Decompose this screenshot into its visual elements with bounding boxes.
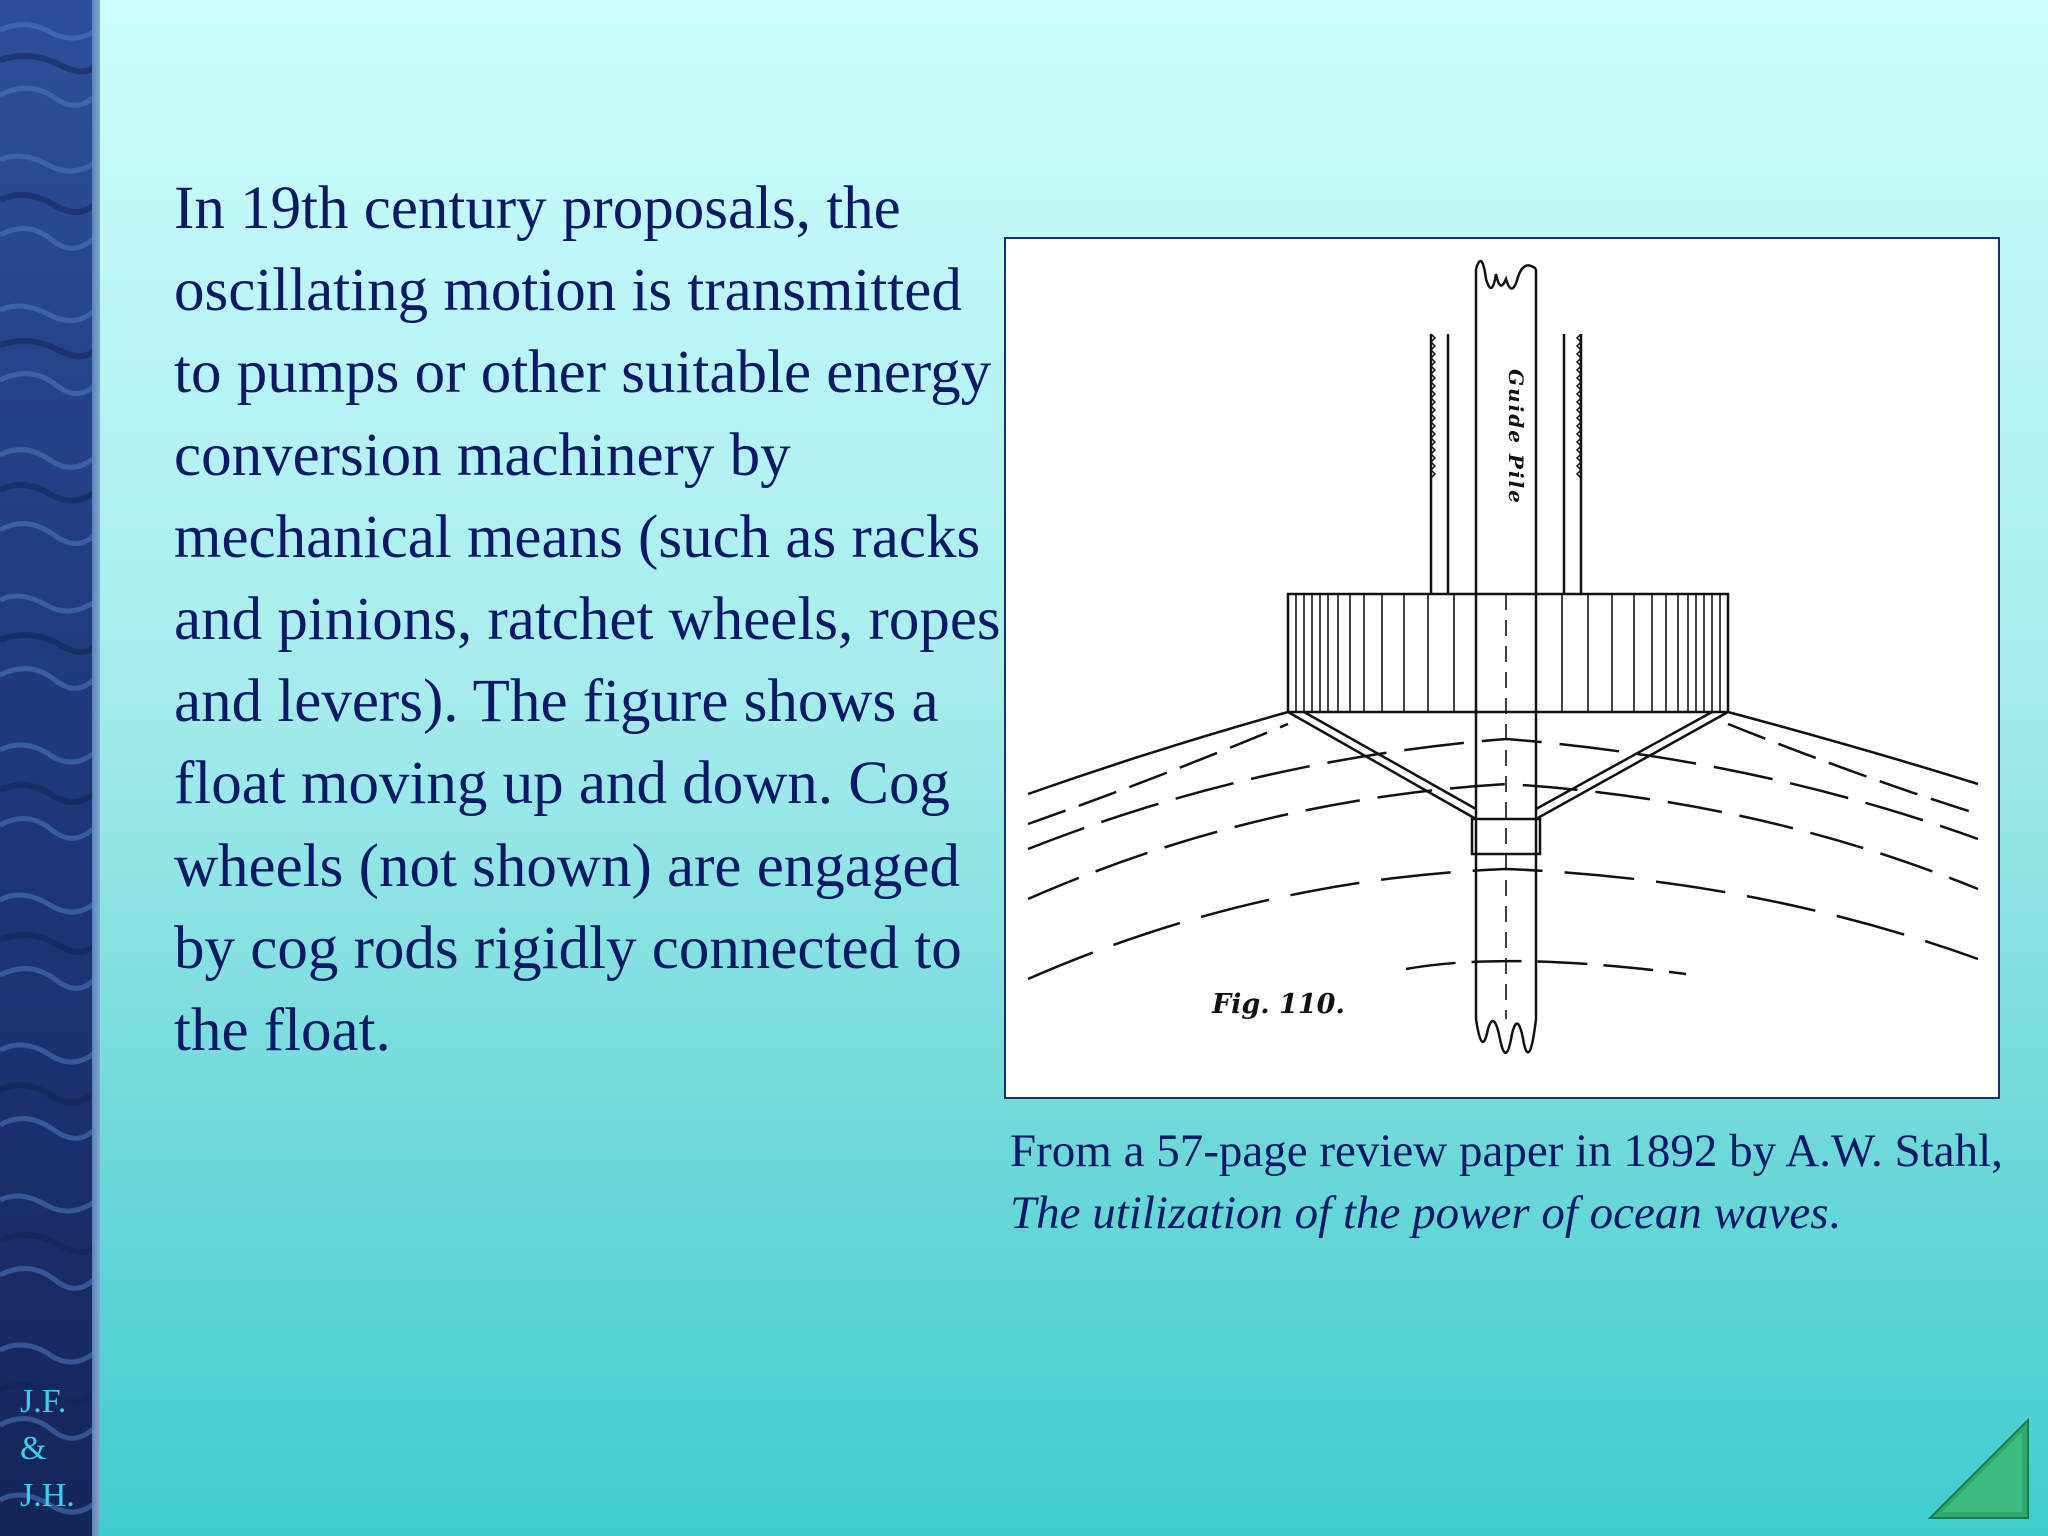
- caption-prefix: From a 57-page review paper in 1892 by A.W. Stahl,: [1010, 1125, 2003, 1177]
- water-line-1: [1028, 712, 1288, 794]
- water-line-dashed-2: [1028, 784, 1978, 899]
- author-credit-line-2: &: [20, 1430, 47, 1467]
- ocean-wave-strip: [0, 0, 100, 1536]
- water-line-dashed-1: [1028, 739, 1978, 849]
- author-credit: [20, 1378, 90, 1519]
- slide-body-text: In 19th century proposals, the oscillating motion is transmitted to pumps or other suitable energy conversion machinery by mechanical means (such as racks and pinions, ratchet wheels, ropes and levers). The figure shows a float moving up and down. Cog wheels (not shown) are engaged by cog rods rigidly connected to the float.: [174, 175, 1001, 1065]
- caption-title: The utilization of the power of ocean waves: [1010, 1187, 1829, 1239]
- water-line-dashed-4: [1406, 961, 1686, 974]
- figure-number-label: Fig. 110.: [1212, 989, 1345, 1020]
- water-line-dashed-3: [1028, 869, 1978, 979]
- guide-pile-bottom-break: [1476, 1019, 1536, 1053]
- float-figure: [1004, 237, 2000, 1099]
- author-credit-line-3: J.H.: [20, 1477, 75, 1514]
- float-drum: [1288, 594, 1728, 712]
- float-cone-left: [1288, 712, 1476, 819]
- author-credit-line-1: J.F.: [20, 1383, 67, 1420]
- guide-pile-label: Guide Pile: [1504, 369, 1528, 505]
- float-drum-hatching: [1296, 594, 1720, 712]
- caption-suffix: .: [1828, 1187, 1841, 1239]
- guide-pile-top-break: [1476, 261, 1536, 289]
- next-slide-triangle-icon[interactable]: [1924, 1414, 2036, 1526]
- figure-caption: [1010, 1120, 2010, 1244]
- wave-pattern: [0, 0, 100, 1536]
- float-cone-right: [1536, 712, 1728, 819]
- float-diagram: [1006, 239, 1998, 1097]
